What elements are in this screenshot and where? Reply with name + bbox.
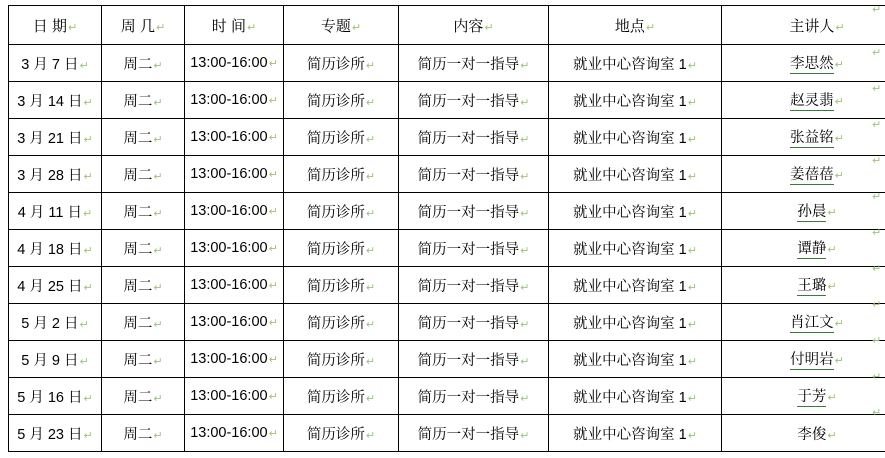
paragraph-mark-icon: ↵: [153, 208, 162, 220]
cell-time: [185, 304, 284, 341]
cell-text: 周二: [123, 386, 152, 407]
paragraph-mark-icon: ↵: [366, 393, 375, 405]
cell-text: 3 月 14 日: [17, 90, 82, 111]
cell-weekday: [102, 230, 185, 267]
paragraph-mark-icon: ↵: [247, 22, 256, 34]
cell-speaker: [722, 156, 885, 193]
column-header-label: 主讲人: [789, 15, 834, 36]
paragraph-mark-icon: ↵: [872, 228, 882, 264]
paragraph-mark-icon: ↵: [835, 133, 844, 145]
cell-text: 13:00-16:00: [190, 166, 267, 182]
cell-date: [9, 45, 102, 82]
paragraph-mark-icon: ↵: [688, 245, 697, 257]
cell-weekday: [102, 304, 185, 341]
paragraph-mark-icon: ↵: [366, 97, 375, 109]
paragraph-mark-icon: ↵: [269, 132, 278, 144]
paragraph-mark-icon: ↵: [269, 58, 278, 70]
paragraph-mark-icon: ↵: [520, 393, 529, 405]
cell-text: 13:00-16:00: [190, 240, 267, 256]
cell-text: 简历诊所: [307, 127, 365, 148]
paragraph-mark-icon: ↵: [872, 5, 882, 48]
paragraph-mark-icon: ↵: [366, 319, 375, 331]
paragraph-mark-icon: ↵: [153, 319, 162, 331]
cell-text: 周二: [123, 275, 152, 296]
cell-text: 4 月 18 日: [17, 238, 82, 259]
cell-date: [9, 230, 102, 267]
cell-time: [185, 82, 284, 119]
cell-date: [9, 378, 102, 415]
cell-text: 简历一对一指导: [418, 201, 520, 222]
cell-topic: [284, 415, 399, 452]
cell-speaker: [722, 267, 885, 304]
paragraph-mark-icon: ↵: [688, 393, 697, 405]
cell-text: 周二: [123, 164, 152, 185]
paragraph-mark-icon: ↵: [688, 282, 697, 294]
paragraph-mark-icon: ↵: [366, 245, 375, 257]
cell-text: 简历诊所: [307, 423, 365, 444]
paragraph-mark-icon: ↵: [688, 319, 697, 331]
cell-content: [399, 267, 549, 304]
paragraph-mark-icon: ↵: [366, 171, 375, 183]
cell-time: [185, 230, 284, 267]
cell-text: 孙晨: [797, 200, 826, 222]
paragraph-mark-icon: ↵: [872, 192, 882, 228]
cell-place: [549, 193, 722, 230]
column-header-weekday: [102, 6, 185, 45]
cell-content: [399, 82, 549, 119]
cell-weekday: [102, 267, 185, 304]
paragraph-mark-icon: ↵: [688, 208, 697, 220]
cell-text: 简历一对一指导: [418, 238, 520, 259]
cell-content: [399, 415, 549, 452]
paragraph-mark-icon: ↵: [269, 206, 278, 218]
cell-text: 3 月 7 日: [21, 53, 78, 74]
cell-time: [185, 378, 284, 415]
cell-text: 简历一对一指导: [418, 164, 520, 185]
cell-text: 周二: [123, 90, 152, 111]
cell-weekday: [102, 82, 185, 119]
cell-place: [549, 45, 722, 82]
cell-text: 4 月 11 日: [18, 201, 82, 222]
cell-speaker: [722, 45, 885, 82]
paragraph-mark-icon: ↵: [366, 134, 375, 146]
cell-topic: [284, 378, 399, 415]
paragraph-mark-icon: ↵: [84, 282, 93, 294]
paragraph-mark-icon: ↵: [269, 317, 278, 329]
paragraph-mark-icon: ↵: [153, 245, 162, 257]
cell-topic: [284, 119, 399, 156]
paragraph-mark-icon: ↵: [84, 245, 93, 257]
cell-text: 简历诊所: [307, 238, 365, 259]
schedule-table: [8, 5, 885, 452]
cell-content: [399, 304, 549, 341]
cell-speaker: [722, 119, 885, 156]
cell-weekday: [102, 45, 185, 82]
cell-content: [399, 378, 549, 415]
table-row: [9, 193, 885, 230]
cell-topic: [284, 45, 399, 82]
paragraph-mark-icon: ↵: [872, 372, 882, 408]
paragraph-mark-icon: ↵: [835, 96, 844, 108]
paragraph-mark-icon: ↵: [827, 244, 836, 256]
column-header-label: 内容: [453, 15, 483, 36]
cell-text: 简历诊所: [307, 53, 365, 74]
cell-text: 周二: [123, 238, 152, 259]
paragraph-mark-icon: ↵: [269, 169, 278, 181]
paragraph-mark-icon: ↵: [835, 170, 844, 182]
cell-text: 简历诊所: [307, 90, 365, 111]
column-header-speaker: [722, 6, 885, 45]
cell-time: [185, 267, 284, 304]
cell-text: 5 月 23 日: [17, 423, 82, 444]
paragraph-mark-icon: ↵: [835, 355, 844, 367]
paragraph-mark-icon: ↵: [835, 59, 844, 71]
cell-place: [549, 304, 722, 341]
paragraph-mark-icon: ↵: [835, 22, 844, 34]
cell-content: [399, 119, 549, 156]
cell-text: 王璐: [797, 274, 826, 296]
paragraph-mark-icon: ↵: [84, 171, 93, 183]
cell-content: [399, 156, 549, 193]
paragraph-mark-icon: ↵: [872, 408, 882, 444]
cell-content: [399, 341, 549, 378]
cell-text: 周二: [123, 312, 152, 333]
table-body: [9, 45, 885, 452]
paragraph-mark-icon: ↵: [269, 391, 278, 403]
cell-time: [185, 415, 284, 452]
cell-topic: [284, 193, 399, 230]
table-row: [9, 119, 885, 156]
cell-text: 就业中心咨询室 1: [573, 349, 687, 370]
cell-text: 就业中心咨询室 1: [573, 53, 687, 74]
cell-date: [9, 82, 102, 119]
cell-text: 5 月 9 日: [21, 349, 78, 370]
cell-content: [399, 45, 549, 82]
cell-time: [185, 45, 284, 82]
cell-place: [549, 267, 722, 304]
cell-date: [9, 119, 102, 156]
paragraph-mark-icon: ↵: [520, 356, 529, 368]
cell-weekday: [102, 193, 185, 230]
cell-text: 5 月 16 日: [17, 386, 82, 407]
cell-text: 就业中心咨询室 1: [573, 386, 687, 407]
paragraph-mark-icon: ↵: [84, 393, 93, 405]
column-header-content: [399, 6, 549, 45]
cell-text: 周二: [123, 127, 152, 148]
paragraph-mark-icon: ↵: [366, 208, 375, 220]
cell-text: 姜蓓蓓: [790, 163, 834, 185]
cell-text: 简历一对一指导: [418, 386, 520, 407]
cell-text: 简历诊所: [307, 201, 365, 222]
cell-text: 13:00-16:00: [190, 203, 267, 219]
paragraph-mark-icon: ↵: [153, 171, 162, 183]
cell-date: [9, 341, 102, 378]
cell-text: 简历诊所: [307, 386, 365, 407]
paragraph-mark-icon: ↵: [872, 120, 882, 156]
cell-speaker: [722, 230, 885, 267]
cell-text: 简历诊所: [307, 312, 365, 333]
column-header-date: [9, 6, 102, 45]
table-row: [9, 230, 885, 267]
cell-text: 周二: [123, 201, 152, 222]
table-row: [9, 82, 885, 119]
paragraph-mark-icon: ↵: [688, 134, 697, 146]
cell-content: [399, 230, 549, 267]
cell-text: 3 月 28 日: [17, 164, 82, 185]
cell-place: [549, 230, 722, 267]
cell-text: 简历一对一指导: [418, 423, 520, 444]
cell-text: 就业中心咨询室 1: [573, 312, 687, 333]
document-page: [0, 5, 885, 458]
paragraph-mark-icon: ↵: [872, 156, 882, 192]
cell-text: 简历一对一指导: [418, 275, 520, 296]
paragraph-mark-icon: ↵: [827, 207, 836, 219]
paragraph-mark-icon: ↵: [646, 22, 655, 34]
cell-text: 13:00-16:00: [190, 425, 267, 441]
cell-time: [185, 193, 284, 230]
cell-topic: [284, 156, 399, 193]
cell-text: 13:00-16:00: [190, 314, 267, 330]
cell-weekday: [102, 119, 185, 156]
cell-speaker: [722, 415, 885, 452]
paragraph-mark-icon: ↵: [80, 356, 89, 368]
cell-text: 就业中心咨询室 1: [573, 164, 687, 185]
table-row: [9, 378, 885, 415]
cell-text: 周二: [123, 349, 152, 370]
cell-text: 于芳: [797, 385, 826, 407]
paragraph-mark-icon: ↵: [688, 356, 697, 368]
paragraph-mark-icon: ↵: [520, 282, 529, 294]
paragraph-mark-icon: ↵: [153, 393, 162, 405]
cell-speaker: [722, 304, 885, 341]
paragraph-mark-icon: ↵: [520, 319, 529, 331]
paragraph-mark-icon: ↵: [520, 430, 529, 442]
paragraph-mark-icon: ↵: [872, 264, 882, 300]
cell-date: [9, 415, 102, 452]
paragraph-mark-icon: ↵: [688, 430, 697, 442]
cell-speaker: [722, 341, 885, 378]
cell-text: 5 月 2 日: [21, 312, 78, 333]
cell-text: 13:00-16:00: [190, 277, 267, 293]
table-header: [9, 6, 885, 45]
paragraph-mark-icon: ↵: [872, 84, 882, 120]
paragraph-mark-icon: ↵: [835, 318, 844, 330]
paragraph-mark-icon: ↵: [269, 428, 278, 440]
cell-time: [185, 156, 284, 193]
paragraph-mark-icon: ↵: [84, 430, 93, 442]
cell-text: 13:00-16:00: [190, 129, 267, 145]
cell-text: 付明岩: [790, 348, 834, 370]
paragraph-mark-icon: ↵: [153, 356, 162, 368]
paragraph-mark-icon: ↵: [80, 60, 89, 72]
paragraph-mark-icon: ↵: [827, 392, 836, 404]
column-header-topic: [284, 6, 399, 45]
table-header-row: [9, 6, 885, 45]
table-row: [9, 415, 885, 452]
paragraph-mark-icon: ↵: [84, 134, 93, 146]
paragraph-mark-icon: ↵: [352, 22, 361, 34]
cell-text: 就业中心咨询室 1: [573, 238, 687, 259]
cell-text: 李俊: [797, 423, 826, 444]
cell-topic: [284, 267, 399, 304]
cell-text: 李思然: [790, 52, 834, 74]
cell-text: 谭静: [797, 237, 826, 259]
cell-place: [549, 156, 722, 193]
cell-time: [185, 341, 284, 378]
cell-weekday: [102, 156, 185, 193]
cell-text: 就业中心咨询室 1: [573, 90, 687, 111]
cell-text: 4 月 25 日: [17, 275, 82, 296]
paragraph-mark-icon: ↵: [872, 300, 882, 336]
paragraph-mark-icon: ↵: [269, 95, 278, 107]
paragraph-mark-icon: ↵: [366, 430, 375, 442]
cell-place: [549, 415, 722, 452]
paragraph-mark-icon: ↵: [872, 48, 882, 84]
table-row: [9, 341, 885, 378]
cell-topic: [284, 82, 399, 119]
cell-text: 就业中心咨询室 1: [573, 127, 687, 148]
cell-weekday: [102, 378, 185, 415]
paragraph-mark-icon: ↵: [520, 208, 529, 220]
paragraph-mark-icon: ↵: [520, 97, 529, 109]
paragraph-mark-icon: ↵: [68, 22, 77, 34]
paragraph-mark-icon: ↵: [520, 171, 529, 183]
cell-text: 简历一对一指导: [418, 90, 520, 111]
cell-speaker: [722, 378, 885, 415]
table-row: [9, 45, 885, 82]
cell-text: 周二: [123, 53, 152, 74]
cell-date: [9, 156, 102, 193]
paragraph-mark-icon: ↵: [484, 22, 493, 34]
cell-text: 简历一对一指导: [418, 312, 520, 333]
table-row: [9, 267, 885, 304]
cell-text: 周二: [123, 423, 152, 444]
paragraph-mark-icon: ↵: [269, 354, 278, 366]
cell-text: 简历诊所: [307, 349, 365, 370]
cell-speaker: [722, 82, 885, 119]
paragraph-mark-icon: ↵: [366, 60, 375, 72]
cell-place: [549, 341, 722, 378]
cell-text: 13:00-16:00: [190, 92, 267, 108]
cell-weekday: [102, 341, 185, 378]
column-header-label: 周 几: [121, 15, 155, 36]
cell-text: 简历诊所: [307, 275, 365, 296]
cell-place: [549, 119, 722, 156]
cell-place: [549, 82, 722, 119]
paragraph-mark-icon: ↵: [688, 171, 697, 183]
cell-topic: [284, 304, 399, 341]
cell-speaker: [722, 193, 885, 230]
cell-date: [9, 267, 102, 304]
paragraph-mark-icon: ↵: [153, 60, 162, 72]
paragraph-mark-icon: ↵: [366, 282, 375, 294]
cell-topic: [284, 230, 399, 267]
column-header-label: 时 间: [212, 15, 246, 36]
paragraph-mark-icon: ↵: [269, 243, 278, 255]
cell-text: 肖江文: [790, 311, 834, 333]
paragraph-mark-icon: ↵: [83, 208, 92, 220]
paragraph-mark-icon: ↵: [153, 282, 162, 294]
paragraph-mark-icon: ↵: [269, 280, 278, 292]
cell-date: [9, 304, 102, 341]
paragraph-mark-icon: ↵: [366, 356, 375, 368]
column-header-place: [549, 6, 722, 45]
cell-text: 简历一对一指导: [418, 53, 520, 74]
paragraph-mark-icon: ↵: [156, 22, 165, 34]
cell-text: 3 月 21 日: [17, 127, 82, 148]
paragraph-mark-icon: ↵: [84, 97, 93, 109]
cell-text: 13:00-16:00: [190, 388, 267, 404]
cell-place: [549, 378, 722, 415]
paragraph-mark-icon: ↵: [153, 430, 162, 442]
paragraph-mark-icon: ↵: [80, 319, 89, 331]
cell-weekday: [102, 415, 185, 452]
cell-time: [185, 119, 284, 156]
paragraph-mark-icon: ↵: [153, 97, 162, 109]
cell-content: [399, 193, 549, 230]
cell-text: 简历一对一指导: [418, 349, 520, 370]
cell-text: 13:00-16:00: [190, 55, 267, 71]
cell-text: 就业中心咨询室 1: [573, 201, 687, 222]
paragraph-mark-icon: ↵: [688, 97, 697, 109]
paragraph-mark-icon: ↵: [520, 134, 529, 146]
cell-text: 就业中心咨询室 1: [573, 423, 687, 444]
cell-text: 就业中心咨询室 1: [573, 275, 687, 296]
column-header-time: [185, 6, 284, 45]
paragraph-mark-icon: ↵: [520, 60, 529, 72]
cell-text: 简历诊所: [307, 164, 365, 185]
table-row: [9, 156, 885, 193]
paragraph-mark-icon: ↵: [153, 134, 162, 146]
cell-text: 13:00-16:00: [190, 351, 267, 367]
column-header-label: 日 期: [33, 15, 67, 36]
paragraph-marks-column: [872, 5, 882, 444]
paragraph-mark-icon: ↵: [520, 245, 529, 257]
column-header-label: 地点: [615, 15, 645, 36]
column-header-label: 专题: [321, 15, 351, 36]
paragraph-mark-icon: ↵: [688, 60, 697, 72]
paragraph-mark-icon: ↵: [827, 430, 836, 442]
cell-date: [9, 193, 102, 230]
cell-text: 张益铭: [790, 126, 834, 148]
cell-topic: [284, 341, 399, 378]
cell-text: 简历一对一指导: [418, 127, 520, 148]
table-row: [9, 304, 885, 341]
paragraph-mark-icon: ↵: [827, 281, 836, 293]
paragraph-mark-icon: ↵: [872, 336, 882, 372]
cell-text: 赵灵翡: [790, 89, 834, 111]
